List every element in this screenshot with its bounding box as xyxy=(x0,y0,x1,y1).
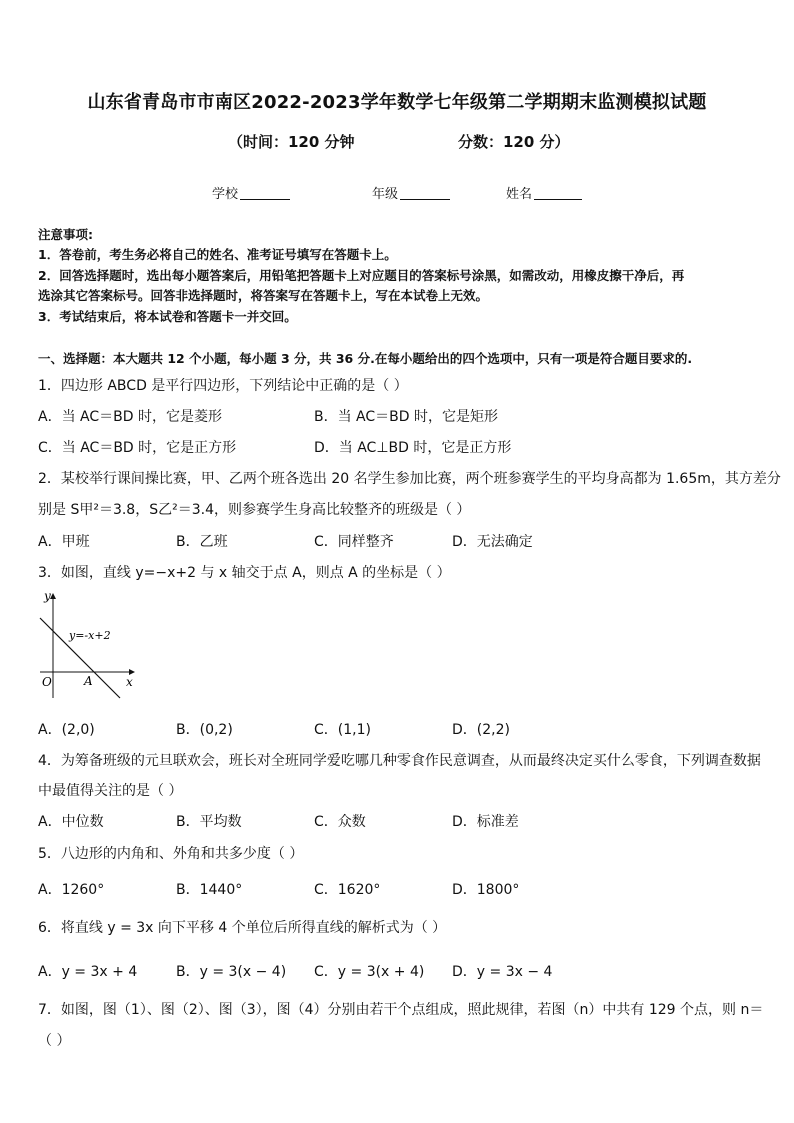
y-axis-label: y xyxy=(44,589,51,603)
notice-item-2: 2．回答选择题时，选出每小题答案后，用铅笔把答题卡上对应题目的答案标号涂黑，如需改动，用橡皮擦干净后，再 xyxy=(38,268,685,283)
name-label: 姓名 xyxy=(506,187,533,202)
q4-option-b: B．平均数 xyxy=(176,814,242,830)
section-heading: 一、选择题：本大题共 12 个小题，每小题 3 分，共 36 分.在每小题给出的四个选项中，只有一项是符合题目要求的. xyxy=(38,351,693,366)
notice-item-1: 1．答卷前，考生务必将自己的姓名、准考证号填写在答题卡上。 xyxy=(38,247,397,262)
q6-option-c: C．y = 3(x + 4) xyxy=(314,964,425,980)
grade-blank xyxy=(400,185,450,200)
point-a-label: A xyxy=(84,674,93,688)
notice-item-2-cont: 选涂其它答案标号。回答非选择题时，将答案写在答题卡上，写在本试卷上无效。 xyxy=(38,288,489,303)
q4-line-1: 4．为筹备班级的元旦联欢会，班长对全班同学爱吃哪几种零食作民意调查，从而最终决定买什么零食，下列调查数据 xyxy=(38,753,761,769)
q5-option-a: A．1260° xyxy=(38,882,105,898)
grade-field xyxy=(372,183,450,202)
grade-label: 年级 xyxy=(372,187,399,202)
q3-graph xyxy=(38,588,148,703)
name-field xyxy=(506,183,582,202)
q6-stem: 6．将直线 y = 3x 向下平移 4 个单位后所得直线的解析式为（ ） xyxy=(38,920,447,936)
q4-option-c: C．众数 xyxy=(314,814,366,830)
q2-line-1: 2．某校举行课间操比赛，甲、乙两个班各选出 20 名学生参加比赛，两个班参赛学生的平均身高都为 1.65m，其方差分 xyxy=(38,471,781,487)
q4-line-2: 中最值得关注的是（ ） xyxy=(38,783,183,799)
q1-option-a: A．当 AC＝BD 时，它是菱形 xyxy=(38,409,222,425)
notice-heading: 注意事项: xyxy=(38,227,93,242)
q3-stem: 3．如图，直线 y=−x+2 与 x 轴交于点 A，则点 A 的坐标是（ ） xyxy=(38,565,451,581)
q2-option-d: D．无法确定 xyxy=(452,534,533,550)
q7-line-1: 7．如图，图（1）、图（2）、图（3），图（4）分别由若干个点组成，照此规律，若图（n）中共有 129 个点，则 n＝ xyxy=(38,1002,764,1018)
q7-line-2: （ ） xyxy=(38,1033,71,1049)
line-equation-label: y=-x+2 xyxy=(69,629,111,642)
school-field xyxy=(212,183,290,202)
q5-stem: 5．八边形的内角和、外角和共多少度（ ） xyxy=(38,846,304,862)
q3-option-c: C．(1,1) xyxy=(314,722,371,738)
q5-option-b: B．1440° xyxy=(176,882,243,898)
q2-option-a: A．甲班 xyxy=(38,534,90,550)
q4-option-a: A．中位数 xyxy=(38,814,104,830)
exam-score: 分数：120 分） xyxy=(458,133,570,151)
q6-option-b: B．y = 3(x − 4) xyxy=(176,964,287,980)
q1-stem: 1．四边形 ABCD 是平行四边形，下列结论中正确的是（ ） xyxy=(38,378,408,394)
q6-option-d: D．y = 3x − 4 xyxy=(452,964,553,980)
q3-option-d: D．(2,2) xyxy=(452,722,510,738)
q5-option-c: C．1620° xyxy=(314,882,381,898)
q1-option-c: C．当 AC＝BD 时，它是正方形 xyxy=(38,440,237,456)
notice-item-3: 3．考试结束后，将本试卷和答题卡一并交回。 xyxy=(38,309,297,324)
q4-option-d: D．标准差 xyxy=(452,814,519,830)
q1-option-b: B．当 AC＝BD 时，它是矩形 xyxy=(314,409,498,425)
name-blank xyxy=(534,185,582,200)
q2-option-b: B．乙班 xyxy=(176,534,228,550)
q6-option-a: A．y = 3x + 4 xyxy=(38,964,138,980)
origin-label: O xyxy=(42,675,52,689)
q2-option-c: C．同样整齐 xyxy=(314,534,394,550)
exam-title: 山东省青岛市市南区2022-2023学年数学七年级第二学期期末监测模拟试题 xyxy=(87,92,707,113)
school-label: 学校 xyxy=(212,187,239,202)
q2-line-2: 别是 S甲²＝3.8，S乙²＝3.4，则参赛学生身高比较整齐的班级是（ ） xyxy=(38,502,471,518)
exam-time: （时间：120 分钟 xyxy=(228,133,355,151)
q1-option-d: D．当 AC⊥BD 时，它是正方形 xyxy=(314,440,512,456)
q3-option-a: A．(2,0) xyxy=(38,722,95,738)
school-blank xyxy=(240,185,290,200)
x-axis-label: x xyxy=(126,675,133,689)
q5-option-d: D．1800° xyxy=(452,882,520,898)
q3-option-b: B．(0,2) xyxy=(176,722,233,738)
